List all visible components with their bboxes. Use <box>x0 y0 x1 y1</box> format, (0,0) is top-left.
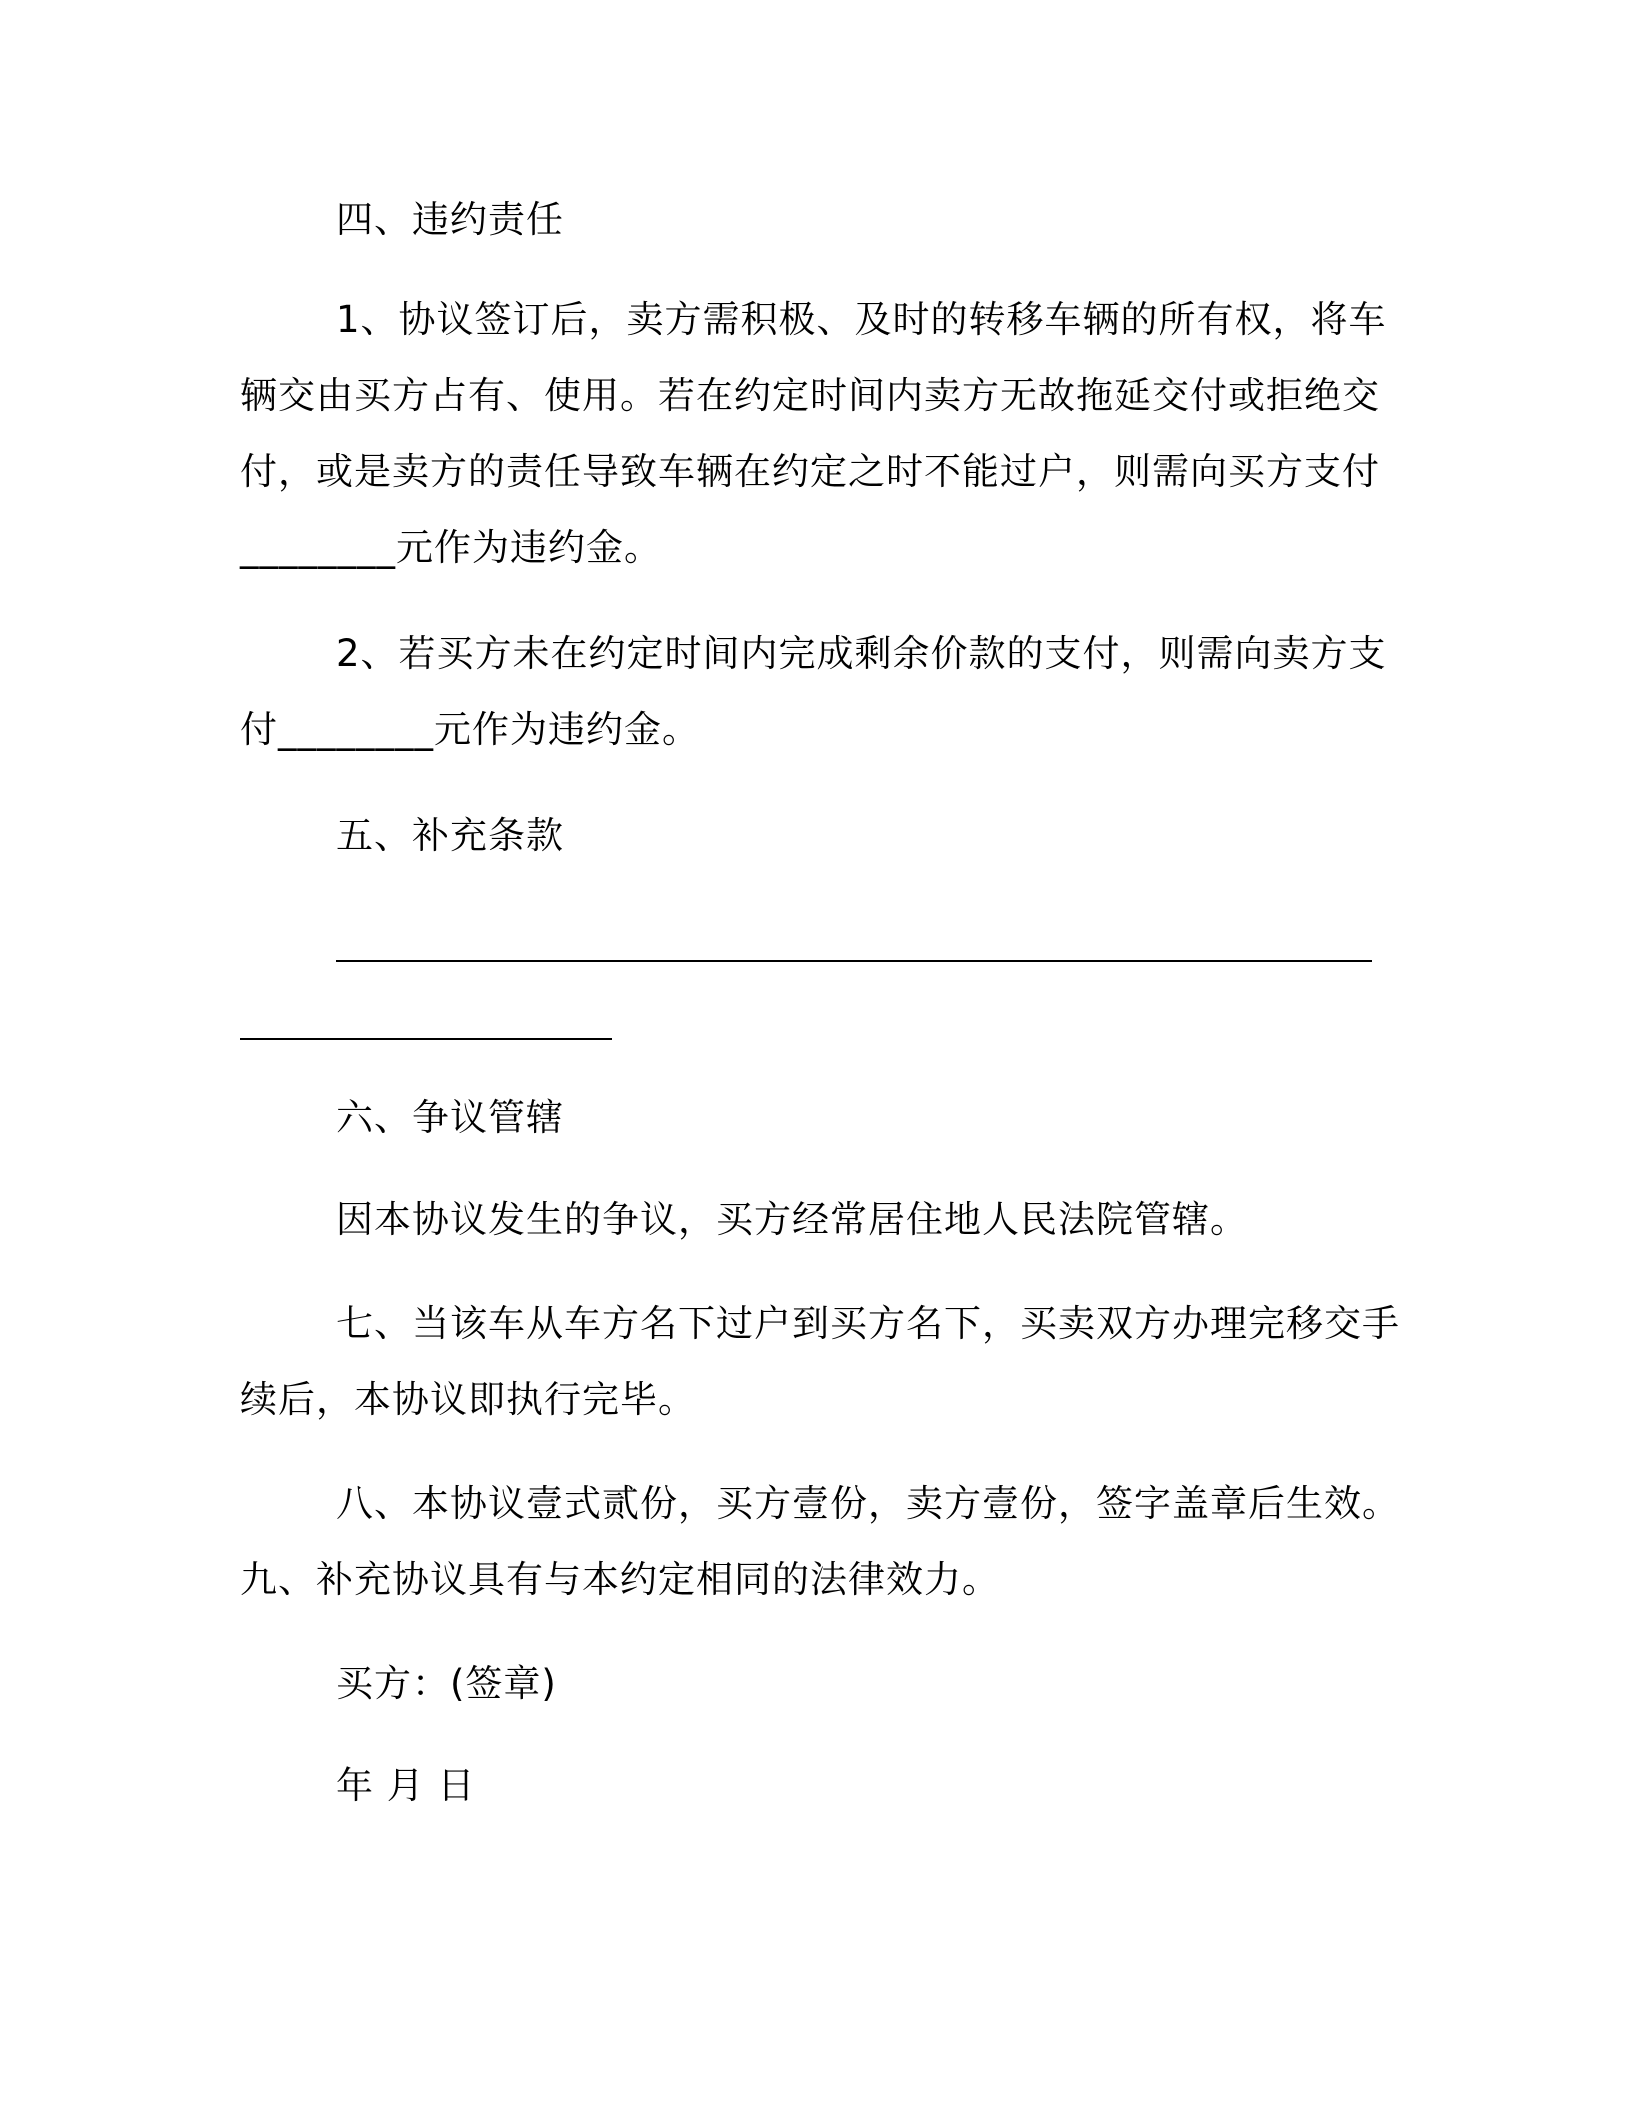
section-4-para-1-line-1: 1、协议签订后，卖方需积极、及时的转移车辆的所有权，将车 <box>336 298 1387 341</box>
penalty-text-1: 元作为违约金。 <box>396 526 662 569</box>
supplementary-terms-blank-line-1 <box>336 960 1372 962</box>
section-6-para: 因本协议发生的争议，买方经常居住地人民法院管辖。 <box>336 1198 1248 1241</box>
section-9: 九、补充协议具有与本约定相同的法律效力。 <box>240 1558 1000 1601</box>
section-7-line-2: 续后，本协议即执行完毕。 <box>240 1378 696 1421</box>
buyer-signature-label: 买方：(签章) <box>336 1662 557 1705</box>
penalty-amount-blank-1: ________ <box>240 526 396 569</box>
section-4-para-1-line-3: 付，或是卖方的责任导致车辆在约定之时不能过户，则需向买方支付 <box>240 450 1380 493</box>
section-5-title: 五、补充条款 <box>336 814 564 857</box>
section-4-para-2-prefix: 付 <box>240 708 278 751</box>
section-4-para-1-line-4 <box>240 524 662 572</box>
signature-date: 年 月 日 <box>336 1764 476 1807</box>
penalty-text-2: 元作为违约金。 <box>434 708 700 751</box>
supplementary-terms-blank-line-2 <box>240 1038 612 1040</box>
section-4-para-1-line-2: 辆交由买方占有、使用。若在约定时间内卖方无故拖延交付或拒绝交 <box>240 374 1380 417</box>
section-4-para-2-line-2 <box>240 706 700 754</box>
section-7-line-1: 七、当该车从车方名下过户到买方名下，买卖双方办理完移交手 <box>336 1302 1400 1345</box>
section-6-title: 六、争议管辖 <box>336 1096 564 1139</box>
section-4-title: 四、违约责任 <box>336 198 564 241</box>
section-8: 八、本协议壹式贰份，买方壹份，卖方壹份，签字盖章后生效。 <box>336 1482 1400 1525</box>
section-4-para-2-line-1: 2、若买方未在约定时间内完成剩余价款的支付，则需向卖方支 <box>336 632 1387 675</box>
penalty-amount-blank-2: ________ <box>278 708 434 751</box>
